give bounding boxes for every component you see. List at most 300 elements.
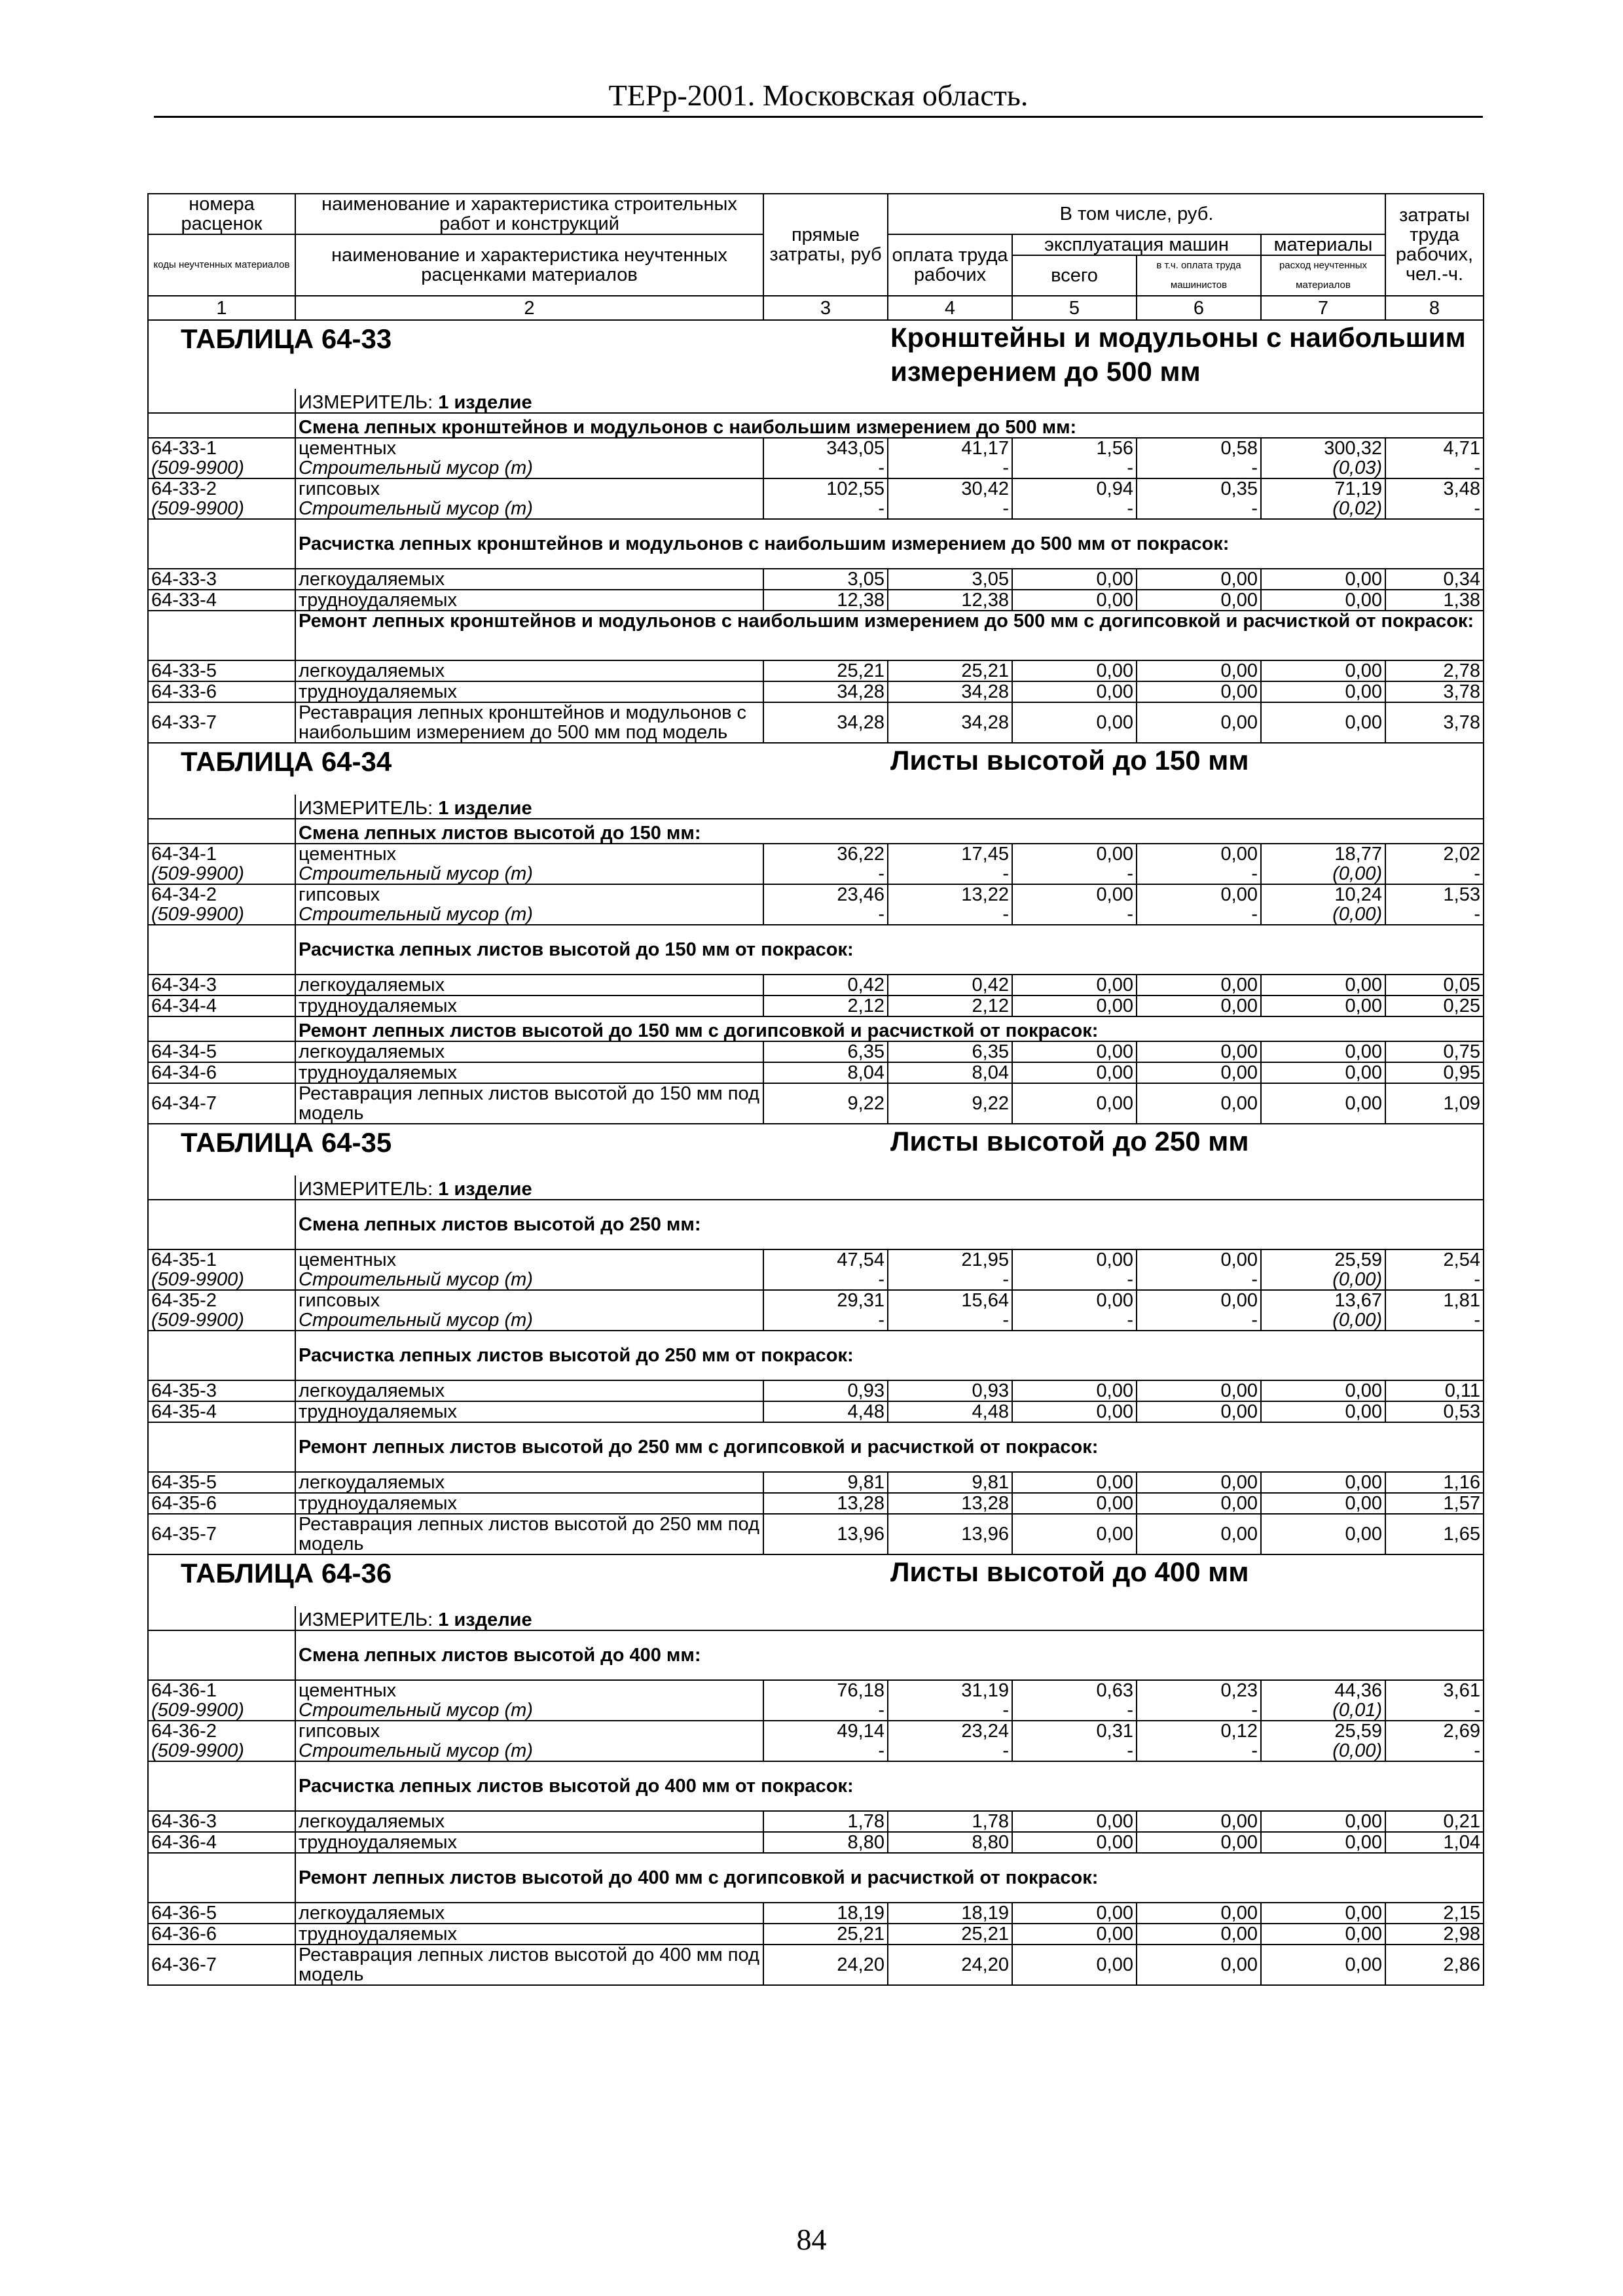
rate-name: цементных <box>295 1680 763 1700</box>
machines-total-cell: - <box>1012 1741 1137 1761</box>
labor-hours-cell: 2,15 <box>1385 1903 1484 1924</box>
wages-cell: 24,20 <box>888 1945 1012 1985</box>
table-title-row <box>148 1124 1484 1175</box>
spacer-cell <box>148 1630 295 1680</box>
operator-wages-cell: 0,00 <box>1137 681 1261 702</box>
direct-cost-cell: - <box>763 1270 888 1290</box>
rate-name: цементных <box>295 1249 763 1270</box>
operator-wages-cell: 0,00 <box>1137 996 1261 1016</box>
materials-cell: 0,00 <box>1261 681 1385 702</box>
table-name-cell <box>148 1124 888 1175</box>
material-name: Строительный мусор (т) <box>295 864 763 884</box>
group-title-row <box>148 1630 1484 1680</box>
direct-cost-cell: - <box>763 499 888 519</box>
operator-wages-cell: - <box>1137 458 1261 478</box>
table-row <box>148 1380 1484 1401</box>
materials-cell: 25,59 <box>1261 1249 1385 1270</box>
rate-code: 64-33-6 <box>148 681 295 702</box>
rate-name: цементных <box>295 438 763 458</box>
table-row <box>148 1721 1484 1741</box>
table-row <box>148 660 1484 681</box>
wages-cell: 8,04 <box>888 1062 1012 1083</box>
operator-wages-cell: 0,00 <box>1137 1401 1261 1422</box>
table-title-row <box>148 1554 1484 1606</box>
table-row <box>148 681 1484 702</box>
rate-code: 64-36-7 <box>148 1945 295 1985</box>
labor-hours-cell: 2,98 <box>1385 1924 1484 1945</box>
machines-total-cell: 0,00 <box>1012 1945 1137 1985</box>
materials-cell: 13,67 <box>1261 1290 1385 1310</box>
table-row <box>148 1249 1484 1270</box>
operator-wages-cell: - <box>1137 1700 1261 1721</box>
labor-hours-cell: 1,81 <box>1385 1290 1484 1310</box>
direct-cost-cell: 1,78 <box>763 1811 888 1832</box>
wages-cell: 2,12 <box>888 996 1012 1016</box>
group-title-row <box>148 1761 1484 1811</box>
direct-cost-cell: 8,04 <box>763 1062 888 1083</box>
machines-total-cell: 0,00 <box>1012 1380 1137 1401</box>
col-group-header: В том числе, руб. <box>888 194 1385 234</box>
materials-cell: 0,00 <box>1261 975 1385 996</box>
rate-code: 64-35-6 <box>148 1493 295 1514</box>
operator-wages-cell: 0,00 <box>1137 975 1261 996</box>
table-title: Листы высотой до 250 мм <box>890 1126 1249 1157</box>
machines-total-cell: 0,94 <box>1012 478 1137 499</box>
direct-cost-cell: - <box>763 458 888 478</box>
operator-wages-cell: 0,00 <box>1137 844 1261 864</box>
rate-name: трудноудаляемых <box>295 1401 763 1422</box>
table-row <box>148 844 1484 864</box>
labor-hours-cell: - <box>1385 905 1484 925</box>
materials-cell: 300,32 <box>1261 438 1385 458</box>
measure-cell <box>295 795 1484 819</box>
materials-cell: 0,00 <box>1261 1924 1385 1945</box>
measure-label: ИЗМЕРИТЕЛЬ: <box>299 1609 433 1630</box>
group-title: Смена лепных листов высотой до 250 мм: <box>295 1200 1484 1249</box>
materials-cell: (0,00) <box>1261 1741 1385 1761</box>
table-name-cell <box>148 743 888 795</box>
labor-hours-cell: 0,53 <box>1385 1401 1484 1422</box>
materials-cell: 0,00 <box>1261 569 1385 590</box>
group-title-row <box>148 1331 1484 1380</box>
machines-total-cell: 0,00 <box>1012 702 1137 743</box>
table-row <box>148 1514 1484 1554</box>
operator-wages-cell: 0,00 <box>1137 1903 1261 1924</box>
rate-name: гипсовых <box>295 1290 763 1310</box>
table-row <box>148 1903 1484 1924</box>
group-title: Расчистка лепных кронштейнов и модульонов с наибольшим измерением до 500 мм от покрасок: <box>295 519 1484 569</box>
group-title: Смена лепных кронштейнов и модульонов с наибольшим измерением до 500 мм: <box>295 413 1484 438</box>
rate-name: гипсовых <box>295 884 763 905</box>
measure-cell <box>295 1606 1484 1630</box>
rate-name: Реставрация лепных листов высотой до 250 мм под модель <box>295 1514 763 1554</box>
rate-code: 64-34-7 <box>148 1083 295 1124</box>
rate-name: трудноудаляемых <box>295 1493 763 1514</box>
direct-cost-cell: 4,48 <box>763 1401 888 1422</box>
operator-wages-cell: - <box>1137 1270 1261 1290</box>
materials-cell: 0,00 <box>1261 1945 1385 1985</box>
operator-wages-cell: 0,00 <box>1137 1832 1261 1853</box>
wages-cell: 34,28 <box>888 702 1012 743</box>
direct-cost-cell: 9,81 <box>763 1472 888 1493</box>
machines-total-cell: - <box>1012 499 1137 519</box>
direct-cost-cell: 36,22 <box>763 844 888 864</box>
wages-cell: 13,22 <box>888 884 1012 905</box>
group-title: Ремонт лепных кронштейнов и модульонов с наибольшим измерением до 500 мм с догипсовкой и расчисткой от покрасок: <box>295 611 1484 660</box>
direct-cost-cell: 12,38 <box>763 590 888 611</box>
labor-hours-cell: - <box>1385 458 1484 478</box>
col-number: 5 <box>1012 296 1137 320</box>
table-row <box>148 1083 1484 1124</box>
table-row <box>148 1401 1484 1422</box>
rate-name: легкоудаляемых <box>295 975 763 996</box>
group-title: Расчистка лепных листов высотой до 400 мм от покрасок: <box>295 1761 1484 1811</box>
table-row <box>148 438 1484 458</box>
wages-cell: 21,95 <box>888 1249 1012 1270</box>
rate-name: гипсовых <box>295 478 763 499</box>
group-title: Расчистка лепных листов высотой до 150 мм от покрасок: <box>295 925 1484 975</box>
machines-total-cell: 0,00 <box>1012 1249 1137 1270</box>
machines-total-cell: - <box>1012 1700 1137 1721</box>
machines-total-cell: 0,00 <box>1012 996 1137 1016</box>
materials-cell: 0,00 <box>1261 1062 1385 1083</box>
machines-total-cell: 0,00 <box>1012 1401 1137 1422</box>
operator-wages-cell: - <box>1137 1741 1261 1761</box>
machines-total-cell: 0,00 <box>1012 1472 1137 1493</box>
material-row <box>148 1270 1484 1290</box>
material-name: Строительный мусор (т) <box>295 499 763 519</box>
direct-cost-cell: 23,46 <box>763 884 888 905</box>
labor-hours-cell: 4,71 <box>1385 438 1484 458</box>
measure-value: 1 изделие <box>438 392 532 413</box>
materials-cell: (0,00) <box>1261 1310 1385 1331</box>
materials-cell: 0,00 <box>1261 1903 1385 1924</box>
table-row <box>148 1041 1484 1062</box>
measure-label: ИЗМЕРИТЕЛЬ: <box>299 392 433 413</box>
rate-name: легкоудаляемых <box>295 569 763 590</box>
operator-wages-cell: 0,00 <box>1137 1924 1261 1945</box>
labor-hours-cell: 2,69 <box>1385 1721 1484 1741</box>
col-material-name-header: наименование и характеристика неучтенных расценками материалов <box>295 234 763 296</box>
col-number: 2 <box>295 296 763 320</box>
labor-hours-cell: 1,57 <box>1385 1493 1484 1514</box>
labor-hours-cell: - <box>1385 1741 1484 1761</box>
rate-code: 64-36-6 <box>148 1924 295 1945</box>
spacer-cell <box>148 795 295 819</box>
machines-total-cell: 0,00 <box>1012 1924 1137 1945</box>
table-title-cell <box>888 1554 1484 1606</box>
rate-name: трудноудаляемых <box>295 1832 763 1853</box>
material-code: (509-9900) <box>148 1741 295 1761</box>
machines-total-cell: 0,00 <box>1012 1041 1137 1062</box>
operator-wages-cell: 0,23 <box>1137 1680 1261 1700</box>
materials-cell: (0,01) <box>1261 1700 1385 1721</box>
material-code: (509-9900) <box>148 905 295 925</box>
operator-wages-cell: 0,00 <box>1137 1514 1261 1554</box>
rate-code: 64-33-1 <box>148 438 295 458</box>
materials-cell: 0,00 <box>1261 1832 1385 1853</box>
operator-wages-cell: 0,00 <box>1137 590 1261 611</box>
group-title-row <box>148 1422 1484 1472</box>
machines-total-cell: - <box>1012 1270 1137 1290</box>
operator-wages-cell: 0,00 <box>1137 1290 1261 1310</box>
materials-cell: (0,00) <box>1261 905 1385 925</box>
machines-total-cell: 0,00 <box>1012 660 1137 681</box>
material-row <box>148 1700 1484 1721</box>
direct-cost-cell: 9,22 <box>763 1083 888 1124</box>
table-row <box>148 1493 1484 1514</box>
direct-cost-cell: 49,14 <box>763 1721 888 1741</box>
measure-row <box>148 795 1484 819</box>
labor-hours-cell: - <box>1385 1700 1484 1721</box>
labor-hours-cell: 0,25 <box>1385 996 1484 1016</box>
table-row <box>148 1811 1484 1832</box>
rate-code: 64-36-3 <box>148 1811 295 1832</box>
table-title-row <box>148 743 1484 795</box>
wages-cell: 25,21 <box>888 1924 1012 1945</box>
col-number: 3 <box>763 296 888 320</box>
wages-cell: 0,93 <box>888 1380 1012 1401</box>
col-material-codes-header: коды неучтенных материалов <box>148 234 295 296</box>
col-labor-hours-header: затраты труда рабочих, чел.-ч. <box>1385 194 1484 296</box>
material-name: Строительный мусор (т) <box>295 1310 763 1331</box>
direct-cost-cell: 76,18 <box>763 1680 888 1700</box>
rate-name: Реставрация лепных кронштейнов и модульонов с наибольшим измерением до 500 мм под модель <box>295 702 763 743</box>
rate-name: трудноудаляемых <box>295 996 763 1016</box>
materials-cell: 0,00 <box>1261 590 1385 611</box>
machines-total-cell: 0,00 <box>1012 1903 1137 1924</box>
material-code: (509-9900) <box>148 1270 295 1290</box>
measure-cell <box>295 389 1484 413</box>
operator-wages-cell: - <box>1137 499 1261 519</box>
wages-cell: - <box>888 864 1012 884</box>
labor-hours-cell: 1,04 <box>1385 1832 1484 1853</box>
group-title: Ремонт лепных листов высотой до 400 мм с догипсовкой и расчисткой от покрасок: <box>295 1853 1484 1903</box>
rate-code: 64-33-2 <box>148 478 295 499</box>
materials-cell: 0,00 <box>1261 1401 1385 1422</box>
col-number: 8 <box>1385 296 1484 320</box>
direct-cost-cell: 6,35 <box>763 1041 888 1062</box>
machines-total-cell: 0,00 <box>1012 1493 1137 1514</box>
spacer-cell <box>148 925 295 975</box>
group-title-row <box>148 519 1484 569</box>
rate-code: 64-34-2 <box>148 884 295 905</box>
material-row <box>148 864 1484 884</box>
table-row <box>148 478 1484 499</box>
rate-name: легкоудаляемых <box>295 1041 763 1062</box>
table-row <box>148 1945 1484 1985</box>
labor-hours-cell: 0,05 <box>1385 975 1484 996</box>
direct-cost-cell: 13,96 <box>763 1514 888 1554</box>
wages-cell: 6,35 <box>888 1041 1012 1062</box>
labor-hours-cell: 1,38 <box>1385 590 1484 611</box>
machines-total-cell: 0,00 <box>1012 1062 1137 1083</box>
labor-hours-cell: - <box>1385 864 1484 884</box>
operator-wages-cell: 0,00 <box>1137 660 1261 681</box>
labor-hours-cell: 2,78 <box>1385 660 1484 681</box>
group-title: Расчистка лепных листов высотой до 250 мм от покрасок: <box>295 1331 1484 1380</box>
rate-code: 64-33-4 <box>148 590 295 611</box>
table-title-cell <box>888 743 1484 795</box>
wages-cell: 4,48 <box>888 1401 1012 1422</box>
col-machines-header: эксплуатация машин <box>1012 234 1261 255</box>
direct-cost-cell: 24,20 <box>763 1945 888 1985</box>
rate-name: легкоудаляемых <box>295 1811 763 1832</box>
wages-cell: - <box>888 1741 1012 1761</box>
material-row <box>148 905 1484 925</box>
direct-cost-cell: 34,28 <box>763 702 888 743</box>
operator-wages-cell: - <box>1137 1310 1261 1331</box>
wages-cell: 8,80 <box>888 1832 1012 1853</box>
rate-code: 64-36-5 <box>148 1903 295 1924</box>
direct-cost-cell: - <box>763 864 888 884</box>
measure-value: 1 изделие <box>438 1179 532 1200</box>
wages-cell: - <box>888 905 1012 925</box>
col-wages-header: оплата труда рабочих <box>888 234 1012 296</box>
table-title-row <box>148 320 1484 389</box>
material-row <box>148 499 1484 519</box>
group-title-row <box>148 925 1484 975</box>
materials-cell: 0,00 <box>1261 1472 1385 1493</box>
group-title-row <box>148 1200 1484 1249</box>
direct-cost-cell: 102,55 <box>763 478 888 499</box>
spacer-cell <box>148 519 295 569</box>
spacer-cell <box>148 389 295 413</box>
operator-wages-cell: 0,00 <box>1137 1811 1261 1832</box>
table-row <box>148 1062 1484 1083</box>
material-name: Строительный мусор (т) <box>295 458 763 478</box>
wages-cell: 18,19 <box>888 1903 1012 1924</box>
machines-total-cell: 0,00 <box>1012 681 1137 702</box>
rate-code: 64-33-3 <box>148 569 295 590</box>
materials-cell: 71,19 <box>1261 478 1385 499</box>
group-title-row <box>148 1016 1484 1041</box>
page-number: 84 <box>796 2223 827 2256</box>
rate-name: легкоудаляемых <box>295 660 763 681</box>
materials-cell: 0,00 <box>1261 1811 1385 1832</box>
direct-cost-cell: - <box>763 1310 888 1331</box>
labor-hours-cell: 2,86 <box>1385 1945 1484 1985</box>
wages-cell: 13,28 <box>888 1493 1012 1514</box>
labor-hours-cell: 0,34 <box>1385 569 1484 590</box>
wages-cell: - <box>888 499 1012 519</box>
labor-hours-cell: - <box>1385 1310 1484 1331</box>
rate-code: 64-35-3 <box>148 1380 295 1401</box>
labor-hours-cell: 0,21 <box>1385 1811 1484 1832</box>
rate-name: легкоудаляемых <box>295 1380 763 1401</box>
table-title-cell <box>888 320 1484 389</box>
operator-wages-cell: 0,00 <box>1137 1249 1261 1270</box>
direct-cost-cell: 8,80 <box>763 1832 888 1853</box>
labor-hours-cell: 1,16 <box>1385 1472 1484 1493</box>
direct-cost-cell: 0,42 <box>763 975 888 996</box>
wages-cell: 30,42 <box>888 478 1012 499</box>
direct-cost-cell: 0,93 <box>763 1380 888 1401</box>
labor-hours-cell: - <box>1385 1270 1484 1290</box>
group-title: Смена лепных листов высотой до 400 мм: <box>295 1630 1484 1680</box>
rate-code: 64-34-4 <box>148 996 295 1016</box>
machines-total-cell: 0,31 <box>1012 1721 1137 1741</box>
machines-total-cell: 0,00 <box>1012 1832 1137 1853</box>
col-direct-cost-header: прямые затраты, руб <box>763 194 888 296</box>
operator-wages-cell: 0,00 <box>1137 1062 1261 1083</box>
spacer-cell <box>148 1200 295 1249</box>
table-name-cell <box>148 1554 888 1606</box>
measure-row <box>148 389 1484 413</box>
machines-total-cell: 0,63 <box>1012 1680 1137 1700</box>
direct-cost-cell: 2,12 <box>763 996 888 1016</box>
table-title: Листы высотой до 400 мм <box>890 1556 1249 1587</box>
spacer-cell <box>148 1853 295 1903</box>
wages-cell: - <box>888 458 1012 478</box>
operator-wages-cell: 0,00 <box>1137 1041 1261 1062</box>
machines-total-cell: 0,00 <box>1012 844 1137 864</box>
table-row <box>148 590 1484 611</box>
rate-name: трудноудаляемых <box>295 681 763 702</box>
wages-cell: 25,21 <box>888 660 1012 681</box>
materials-cell: 0,00 <box>1261 1514 1385 1554</box>
direct-cost-cell: 29,31 <box>763 1290 888 1310</box>
operator-wages-cell: 0,00 <box>1137 1945 1261 1985</box>
rate-name: легкоудаляемых <box>295 1903 763 1924</box>
operator-wages-cell: 0,00 <box>1137 1083 1261 1124</box>
material-name: Строительный мусор (т) <box>295 905 763 925</box>
machines-total-cell: 0,00 <box>1012 569 1137 590</box>
machines-total-cell: - <box>1012 1310 1137 1331</box>
labor-hours-cell: 3,61 <box>1385 1680 1484 1700</box>
rate-code: 64-33-7 <box>148 702 295 743</box>
col-number: 7 <box>1261 296 1385 320</box>
direct-cost-cell: 47,54 <box>763 1249 888 1270</box>
spacer-cell <box>148 1331 295 1380</box>
group-title: Ремонт лепных листов высотой до 250 мм с догипсовкой и расчисткой от покрасок: <box>295 1422 1484 1472</box>
rate-name: гипсовых <box>295 1721 763 1741</box>
table-row <box>148 1290 1484 1310</box>
labor-hours-cell: 0,75 <box>1385 1041 1484 1062</box>
col-name-header: наименование и характеристика строительных работ и конструкций <box>295 194 763 234</box>
operator-wages-cell: 0,00 <box>1137 1472 1261 1493</box>
direct-cost-cell: - <box>763 905 888 925</box>
machines-total-cell: - <box>1012 458 1137 478</box>
machines-total-cell: 0,00 <box>1012 1811 1137 1832</box>
materials-cell: (0,00) <box>1261 1270 1385 1290</box>
table-title: Кронштейны и модульоны с наибольшим измерением до 500 мм <box>890 322 1466 387</box>
spacer-cell <box>148 413 295 438</box>
materials-cell: 0,00 <box>1261 996 1385 1016</box>
direct-cost-cell: - <box>763 1741 888 1761</box>
spacer-cell <box>148 1606 295 1630</box>
material-code: (509-9900) <box>148 1700 295 1721</box>
rate-code: 64-35-1 <box>148 1249 295 1270</box>
wages-cell: 31,19 <box>888 1680 1012 1700</box>
spacer-cell <box>148 819 295 844</box>
table-row <box>148 1924 1484 1945</box>
wages-cell: 9,81 <box>888 1472 1012 1493</box>
wages-cell: - <box>888 1700 1012 1721</box>
materials-cell: 44,36 <box>1261 1680 1385 1700</box>
rate-code: 64-35-2 <box>148 1290 295 1310</box>
rate-code: 64-35-5 <box>148 1472 295 1493</box>
direct-cost-cell: - <box>763 1700 888 1721</box>
operator-wages-cell: 0,00 <box>1137 702 1261 743</box>
price-table <box>147 193 1484 1986</box>
table-row <box>148 1680 1484 1700</box>
materials-cell: (0,00) <box>1261 864 1385 884</box>
spacer-cell <box>148 1422 295 1472</box>
direct-cost-cell: 3,05 <box>763 569 888 590</box>
material-code: (509-9900) <box>148 1310 295 1331</box>
labor-hours-cell: 3,48 <box>1385 478 1484 499</box>
